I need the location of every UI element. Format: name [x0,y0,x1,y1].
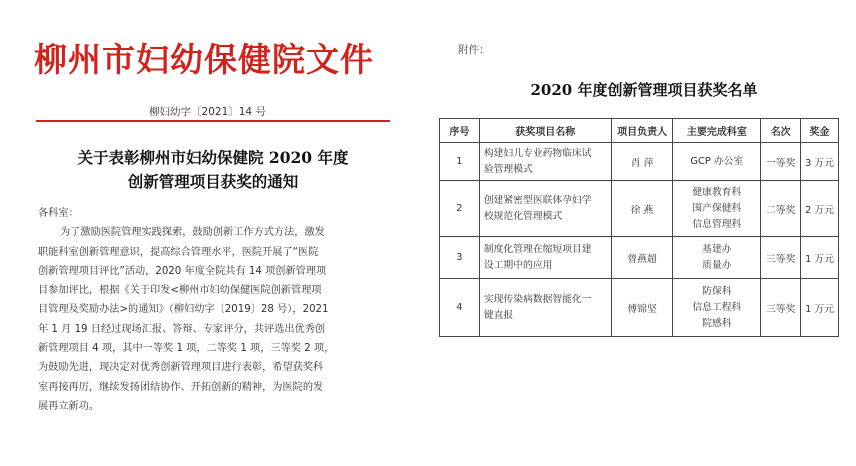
cell-project [479,279,611,337]
cell-department [673,279,761,337]
project-line: 验管理模式 [483,163,533,175]
body-line: 各科室： [38,208,79,219]
project-line: 创建紧密型医联体孕妇学 [483,194,592,206]
red-divider [36,120,390,122]
header-leader: 项目负责人 [611,119,673,143]
department-line: 质量办 [702,259,732,271]
department-line: 信息工程科 [692,301,742,313]
document-number: 柳妇幼字〔2021〕14 号 [149,106,266,118]
cell-department [673,237,761,279]
project-line: 制度化管理在缩短项目建 [483,243,592,255]
cell-rank: 一等奖 [761,143,801,181]
notice-title-line-2: 创新管理项目获奖的通知 [127,172,299,191]
attachment-label: 附件： [458,44,490,56]
cell-project [479,237,611,279]
table-row [440,143,839,181]
body-line: 为鼓励先进，现决定对优秀创新管理项目进行表彰，希望获奖科 [38,362,324,374]
header-prize: 奖金 [801,119,839,143]
cell-leader: 徐 燕 [611,181,673,237]
cell-rank: 三等奖 [761,279,801,337]
body-line: 目管理及奖励办法>的通知》（柳妇幼字〔2019〕28 号），2021 [38,304,329,316]
cell-prize: 2 万元 [801,181,839,237]
project-line: 构建妇儿专业药物临床试 [483,147,592,159]
header-project: 获奖项目名称 [479,119,611,143]
cell-prize: 1 万元 [801,279,839,337]
cell-no: 3 [440,237,480,279]
cell-prize: 1 万元 [801,237,839,279]
table-row [440,279,839,337]
table-header-row [440,119,839,143]
cell-rank: 二等奖 [761,181,801,237]
cell-department [673,143,761,181]
department-line: 围产保健科 [692,202,742,214]
table-row [440,237,839,279]
notice-page [0,0,420,466]
department-line: 防保科 [702,285,732,297]
cell-rank: 三等奖 [761,237,801,279]
body-line: 为了激励医院管理实践探索，鼓励创新工作方式方法，激发 [60,227,325,239]
cell-leader: 肖 萍 [611,143,673,181]
cell-prize: 3 万元 [801,143,839,181]
cell-no: 2 [440,181,480,237]
body-line: 年 1 月 19 日经过现场汇报、答辩、专家评分，共评选出优秀创 [38,323,326,335]
attachment-page [432,0,856,466]
header-department: 主要完成科室 [673,119,761,143]
project-line: 校规范化管理模式 [483,210,563,222]
cell-no: 4 [440,279,480,337]
cell-project [479,143,611,181]
project-line: 设工期中的应用 [483,259,553,271]
notice-body [38,204,384,416]
body-line: 目参加评比，根据《关于印发<柳州市妇幼保健医院创新管理项 [38,285,322,297]
masthead: 柳州市妇幼保健院文件 [34,40,374,79]
body-line: 职能科室创新管理意识，提高综合管理水平，医院开展了“医院 [38,246,319,258]
department-line: GCP 办公室 [690,155,744,167]
body-line: 创新管理项目评比”活动，2020 年度全院共有 14 项创新管理项 [38,265,327,277]
header-rank: 名次 [761,119,801,143]
attachment-title: 2020 年度创新管理项目获奖名单 [530,81,758,99]
cell-leader: 傅锦坚 [611,279,673,337]
department-line: 院感科 [702,317,732,329]
project-line: 实现传染病数据智能化一 [483,293,592,305]
cell-department [673,181,761,237]
notice-title-line-1: 关于表彰柳州市妇幼保健院 2020 年度 [77,148,349,167]
department-line: 基建办 [702,243,732,255]
body-line: 展再立新功。 [38,400,100,412]
department-line: 健康教育科 [692,186,742,198]
cell-project [479,181,611,237]
table-row [440,181,839,237]
project-line: 键直报 [483,309,514,321]
award-table [439,118,839,337]
body-line: 室再接再厉，继续发扬团结协作、开拓创新的精神，为医院的发 [38,381,324,393]
cell-no: 1 [440,143,480,181]
department-line: 信息管理科 [692,218,742,230]
cell-leader: 曾燕超 [611,237,673,279]
body-line: 新管理项目 4 项，其中一等奖 1 项，二等奖 1 项，三等奖 2 项， [38,343,335,355]
header-no: 序号 [440,119,480,143]
